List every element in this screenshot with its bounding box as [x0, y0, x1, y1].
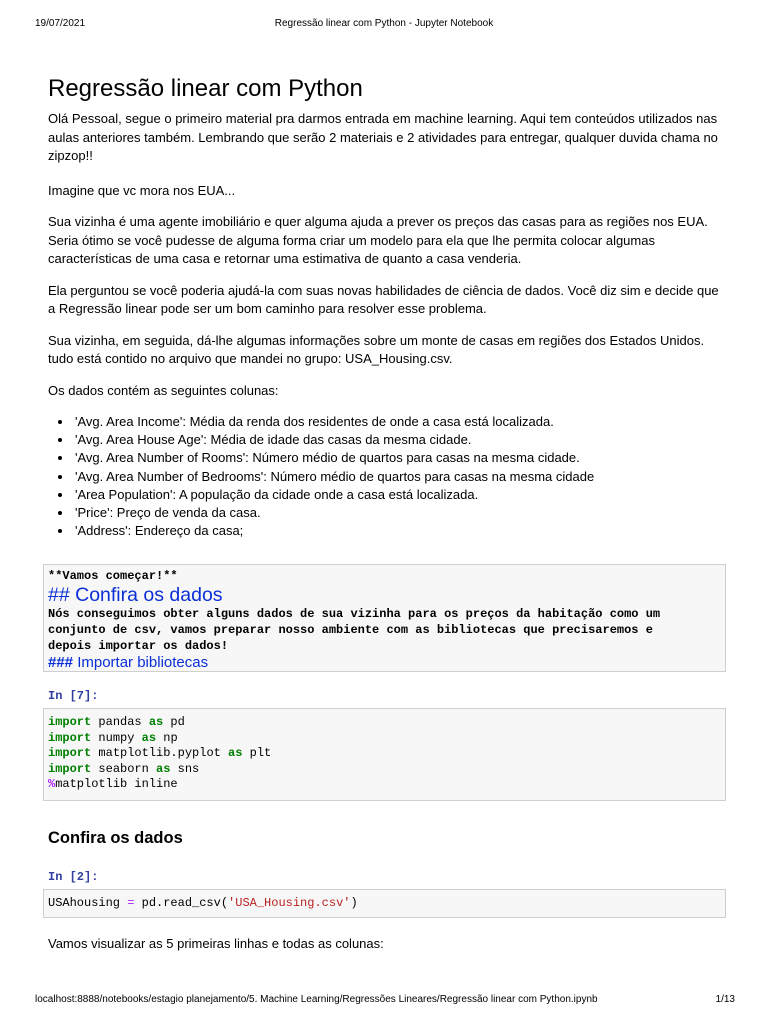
section-heading: Confira os dados — [48, 829, 183, 847]
code-text: plt — [242, 746, 272, 761]
code-text: USAhousing — [48, 896, 128, 910]
paragraph-imagine: Imagine que vc mora nos EUA... — [48, 182, 236, 198]
code-keyword: import — [48, 715, 92, 729]
code-text: pd.read_csv( — [134, 896, 229, 910]
h3-text: Importar bibliotecas — [73, 654, 209, 671]
code-text: seaborn — [91, 761, 157, 776]
paragraph-data-info: Sua vizinha, em seguida, dá-lhe algumas informações sobre um monte de casas em regiões dos Estados Unidos. tudo está contido no arquivo que mandei no grupo: USA_Housing.csv. — [48, 332, 705, 366]
code-line — [48, 715, 721, 731]
list-item: • 'Avg. Area Income': Média da renda dos residentes de onde a casa está localizada. — [73, 413, 728, 431]
code-cell-imports[interactable] — [43, 708, 726, 801]
raw-h2-heading — [48, 584, 721, 606]
print-page-title: Regressão linear com Python - Jupyter Notebook — [274, 18, 494, 29]
raw-body-line: conjunto de csv, vamos preparar nosso ambiente com as bibliotecas que precisaremos e — [48, 623, 653, 637]
code-keyword: as — [148, 715, 164, 729]
raw-h3-heading — [48, 654, 721, 671]
code-line — [48, 777, 721, 793]
raw-body-line: depois importar os dados! — [48, 639, 229, 653]
print-header — [0, 17, 768, 31]
code-line — [48, 746, 721, 762]
notebook-title: Regressão linear com Python — [48, 75, 363, 102]
code-text: pandas — [91, 715, 149, 729]
print-footer — [0, 993, 768, 1007]
h3-marker: ### — [48, 654, 74, 671]
code-keyword: import — [48, 746, 92, 761]
h2-text: Confira os dados — [69, 584, 223, 606]
code-keyword: import — [48, 730, 92, 745]
print-url: localhost:8888/notebooks/estagio planejamento/5. Machine Learning/Regressões Lineares/Regressão linear com Python.ipynb — [35, 994, 598, 1005]
code-line — [48, 762, 721, 778]
code-text: matplotlib inline — [55, 777, 178, 792]
code-text: numpy — [91, 730, 142, 745]
page-number: 1/13 — [715, 994, 735, 1005]
paragraph-preview: Vamos visualizar as 5 primeiras linhas e todas as colunas: — [48, 936, 384, 951]
raw-markdown-cell[interactable] — [43, 564, 726, 672]
h2-marker: ## — [48, 584, 70, 606]
list-item: • 'Avg. Area House Age': Média de idade das casas da mesma cidade. — [73, 431, 728, 449]
code-string: 'USA_Housing.csv' — [228, 896, 351, 910]
columns-list — [48, 413, 728, 540]
code-line — [48, 731, 721, 747]
list-item: • 'Avg. Area Number of Rooms': Número médio de quartos para casas na mesma cidade. — [73, 449, 728, 467]
cell-prompt: In [2]: — [48, 870, 99, 884]
notebook-content — [48, 72, 728, 540]
raw-line-start: **Vamos começar!** — [48, 569, 178, 583]
list-item: • 'Area Population': A população da cidade onde a casa está localizada. — [73, 486, 728, 504]
raw-body-line: Nós conseguimos obter alguns dados de sua vizinha para os preços da habitação como um — [48, 607, 661, 621]
code-text: sns — [170, 761, 200, 776]
code-line — [48, 896, 721, 912]
magic-sign: % — [48, 777, 56, 792]
code-cell-read-csv[interactable] — [43, 889, 726, 918]
print-date: 19/07/2021 — [35, 18, 86, 29]
list-item: • 'Avg. Area Number of Bedrooms': Número médio de quartos para casas na mesma cidade — [73, 468, 728, 486]
paragraph-neighbor: Sua vizinha é uma agente imobiliário e quer alguma ajuda a prever os preços das casas para as regiões nos EUA. Seria ótimo se você pudesse de alguma forma criar um modelo para ela que lhe permita colocar algumas características de uma casa e retornar uma estimativa de quanto a casa venderia. — [48, 214, 708, 266]
list-item: • 'Address': Endereço da casa; — [73, 522, 728, 540]
paragraph-columns-intro: Os dados contém as seguintes colunas: — [48, 382, 279, 398]
code-text: matplotlib.pyplot — [91, 746, 229, 761]
code-keyword: as — [156, 761, 171, 776]
code-operator: = — [127, 896, 135, 910]
cell-prompt: In [7]: — [48, 689, 99, 703]
code-keyword: as — [141, 730, 157, 745]
code-text: pd — [163, 715, 185, 729]
code-text: np — [156, 730, 178, 745]
code-text: ) — [350, 896, 358, 910]
intro-paragraph: Olá Pessoal, segue o primeiro material pra darmos entrada em machine learning. Aqui tem conteúdos utilizados nas aulas anteriores também. Lembrando que serão 2 materiais e 2 atividades para entregar, qualquer duvida chama no zipzop!! — [48, 111, 718, 163]
code-keyword: as — [228, 746, 243, 761]
paragraph-help: Ela perguntou se você poderia ajudá-la com suas novas habilidades de ciência de dados. Você diz sim e decide que a Regressão linear pode ser um bom caminho para resolver esse problema. — [48, 282, 719, 316]
list-item: • 'Price': Preço de venda da casa. — [73, 504, 728, 522]
code-keyword: import — [48, 761, 92, 776]
